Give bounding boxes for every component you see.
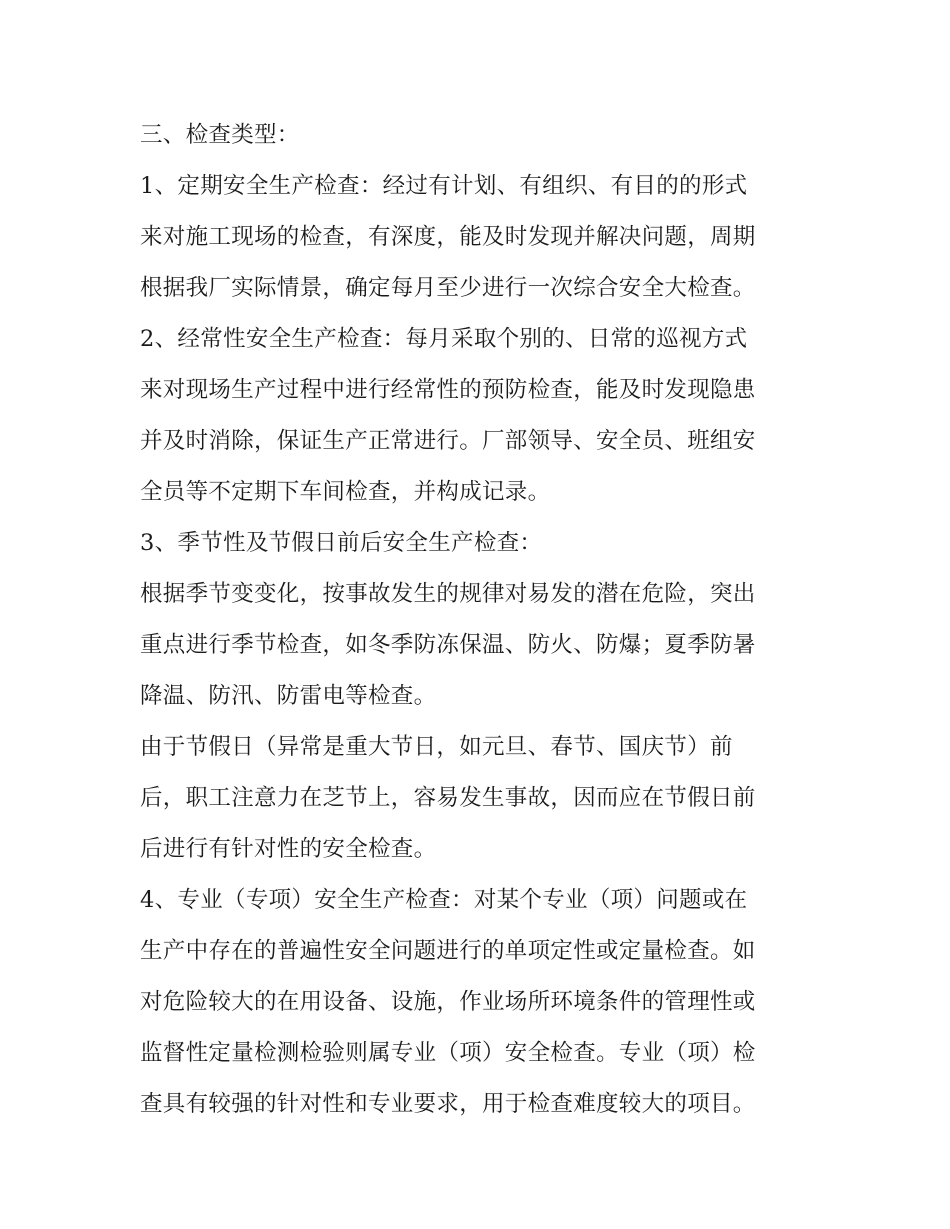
paragraph-line: 查具有较强的针对性和专业要求，用于检查难度较大的项目。 (140, 1091, 756, 1117)
document-body (140, 110, 820, 1130)
paragraph-line: 来对现场生产过程中进行经常性的预防检查，能及时发现隐患 (140, 377, 756, 403)
paragraph-line: 4、专业（专项）安全生产检查：对某个专业（项）问题或在 (140, 887, 748, 913)
paragraph-line: 1、定期安全生产检查：经过有计划、有组织、有目的的形式 (140, 173, 748, 199)
paragraph-line: 由于节假日（异常是重大节日，如元旦、春节、国庆节）前 (140, 734, 733, 760)
paragraph-line: 后，职工注意力在芝节上，容易发生事故，因而应在节假日前 (140, 785, 756, 811)
paragraph-line: 对危险较大的在用设备、设施，作业场所环境条件的管理性或 (140, 989, 756, 1015)
paragraph-line: 后进行有针对性的安全检查。 (140, 836, 437, 862)
paragraph-line: 根据季节变变化，按事故发生的规律对易发的潜在危险，突出 (140, 581, 756, 607)
paragraph-line: 根据我厂实际情景，确定每月至少进行一次综合安全大检查。 (140, 275, 756, 301)
paragraph-line: 并及时消除，保证生产正常进行。厂部领导、安全员、班组安 (140, 428, 756, 454)
paragraph-line: 来对施工现场的检查，有深度，能及时发现并解决问题，周期 (140, 224, 756, 250)
paragraph-line: 监督性定量检测检验则属专业（项）安全检查。专业（项）检 (140, 1040, 756, 1066)
paragraph-line: 3、季节性及节假日前后安全生产检查： (140, 530, 543, 556)
section-heading-inspection-types: 三、检查类型： (140, 122, 300, 148)
paragraph-line: 全员等不定期下车间检查，并构成记录。 (140, 479, 551, 505)
paragraph-line: 降温、防汛、防雷电等检查。 (140, 683, 437, 709)
paragraph-line: 重点进行季节检查，如冬季防冻保温、防火、防爆；夏季防暑 (140, 632, 756, 658)
paragraph-line: 生产中存在的普遍性安全问题进行的单项定性或定量检查。如 (140, 938, 756, 964)
paragraph-line: 2、经常性安全生产检查：每月采取个别的、日常的巡视方式 (140, 326, 748, 352)
